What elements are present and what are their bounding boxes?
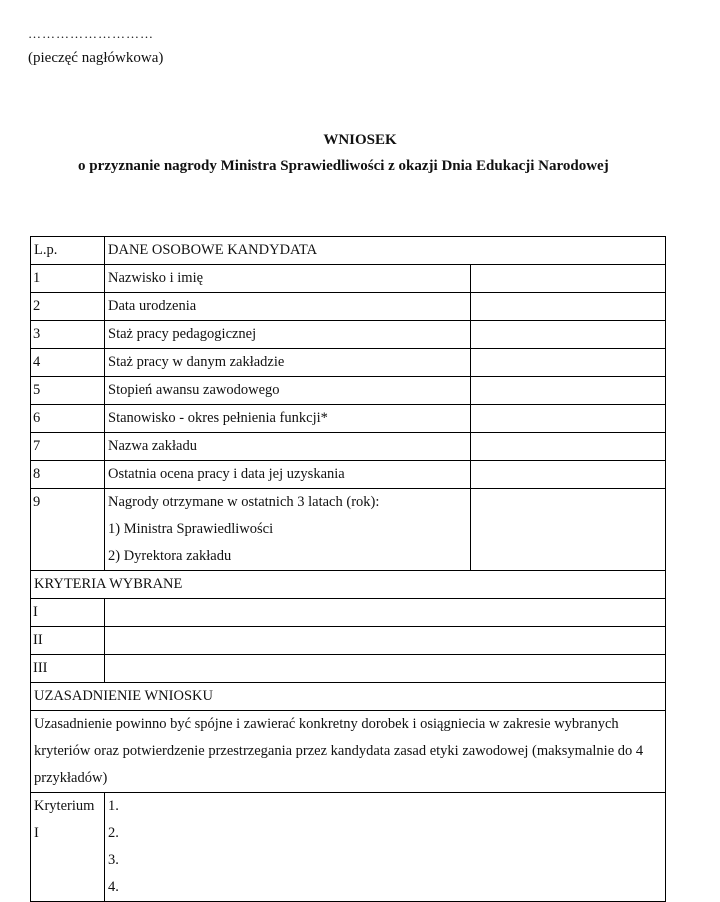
row-label: Stopień awansu zawodowego [105, 377, 471, 405]
row-value-cell[interactable] [471, 321, 666, 349]
award-director-item: 2) Dyrektora zakładu [108, 548, 232, 564]
row-number: 4 [31, 349, 105, 377]
application-form-table [30, 236, 666, 902]
criteria-number: II [31, 627, 105, 655]
row-value-cell[interactable] [471, 489, 666, 571]
header-lp: L.p. [31, 237, 105, 265]
criteria-header: KRYTERIA WYBRANE [31, 571, 666, 599]
document-subtitle: o przyznanie nagrody Ministra Sprawiedliwości z okazji Dnia Edukacji Narodowej [78, 158, 609, 174]
table-row [31, 349, 666, 377]
row-number: 7 [31, 433, 105, 461]
row-number: 2 [31, 293, 105, 321]
award-minister-item: 1) Ministra Sprawiedliwości [108, 521, 274, 537]
criteria-row [31, 655, 666, 683]
row-number: 3 [31, 321, 105, 349]
table-row [31, 405, 666, 433]
criteria-value-cell[interactable] [105, 627, 666, 655]
row-label: Nazwisko i imię [105, 265, 471, 293]
document-title: WNIOSEK [323, 132, 397, 148]
row-number: 9 [31, 489, 105, 571]
example-item: 1. [108, 798, 119, 814]
table-row [31, 265, 666, 293]
awards-label: Nagrody otrzymane w ostatnich 3 latach (rok): [108, 494, 380, 510]
criteria-row [31, 627, 666, 655]
table-row [31, 433, 666, 461]
row-label: Staż pracy w danym zakładzie [105, 349, 471, 377]
criteria-number: I [31, 599, 105, 627]
row-label: Data urodzenia [105, 293, 471, 321]
stamp-label: (pieczęć nagłówkowa) [28, 50, 164, 66]
awards-cell [105, 489, 471, 571]
table-row [31, 461, 666, 489]
row-number: 5 [31, 377, 105, 405]
criteria-number: III [31, 655, 105, 683]
row-value-cell[interactable] [471, 377, 666, 405]
justification-text-row [31, 711, 666, 793]
row-value-cell[interactable] [471, 433, 666, 461]
justification-instructions: Uzasadnienie powinno być spójne i zawierać konkretny dorobek i osiągniecia w zakresie wybranych kryteriów oraz potwierdzenie przestrzegania przez kandydata zasad etyki zawodowej (maksymalnie do 4 przykładów) [31, 711, 666, 793]
table-row [31, 321, 666, 349]
criteria-row [31, 599, 666, 627]
criterion-detail-row [31, 793, 666, 902]
row-value-cell[interactable] [471, 461, 666, 489]
row-value-cell[interactable] [471, 349, 666, 377]
table-row-awards [31, 489, 666, 571]
criteria-value-cell[interactable] [105, 655, 666, 683]
justification-header-row [31, 683, 666, 711]
row-label: Ostatnia ocena pracy i data jej uzyskania [105, 461, 471, 489]
example-item: 4. [108, 879, 119, 895]
row-label: Staż pracy pedagogicznej [105, 321, 471, 349]
justification-header: UZASADNIENIE WNIOSKU [31, 683, 666, 711]
header-personal-data: DANE OSOBOWE KANDYDATA [105, 237, 666, 265]
row-label: Nazwa zakładu [105, 433, 471, 461]
example-item: 2. [108, 825, 119, 841]
stamp-placeholder-dots: ……………………… [28, 26, 154, 41]
table-header-row [31, 237, 666, 265]
row-number: 1 [31, 265, 105, 293]
table-row [31, 293, 666, 321]
criterion-label-cell [31, 793, 105, 902]
row-value-cell[interactable] [471, 293, 666, 321]
row-number: 6 [31, 405, 105, 433]
row-number: 8 [31, 461, 105, 489]
criteria-header-row [31, 571, 666, 599]
row-value-cell[interactable] [471, 265, 666, 293]
criterion-number: I [34, 825, 39, 841]
row-value-cell[interactable] [471, 405, 666, 433]
criterion-examples-cell[interactable] [105, 793, 666, 902]
example-item: 3. [108, 852, 119, 868]
row-label: Stanowisko - okres pełnienia funkcji* [105, 405, 471, 433]
criterion-label: Kryterium [34, 798, 95, 814]
criteria-value-cell[interactable] [105, 599, 666, 627]
table-row [31, 377, 666, 405]
